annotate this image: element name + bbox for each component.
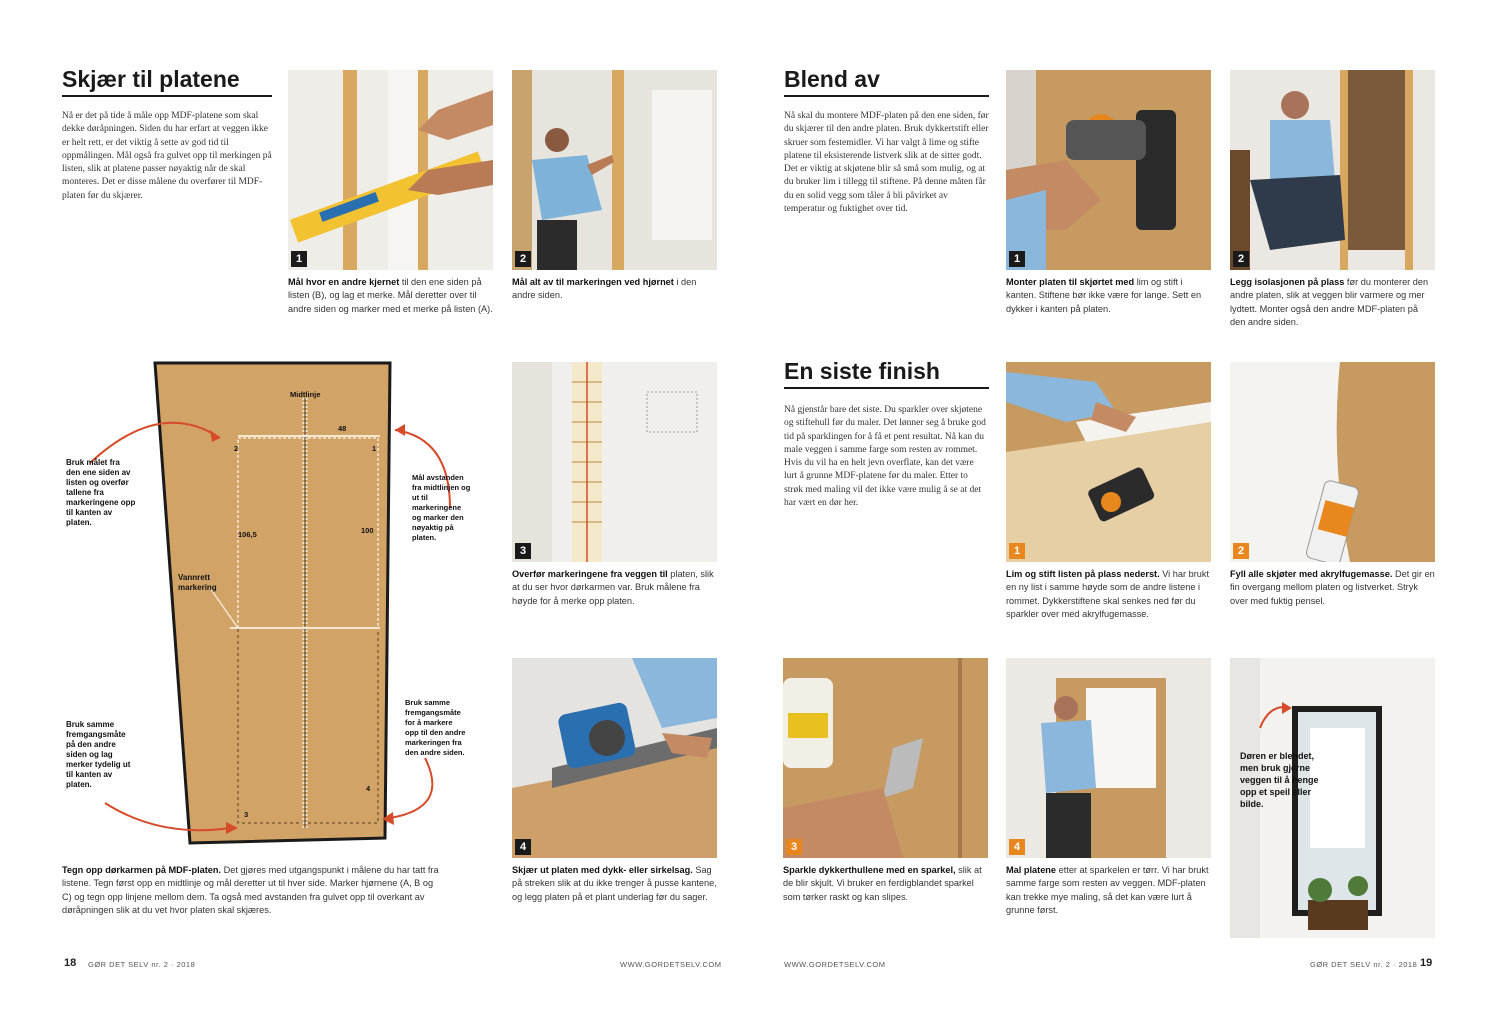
section-body-finish: Nå gjenstår bare det siste. Du sparkler over skjøtene og stiftehull før du maler. Det lønner seg å bruke god tid på sparklingen for å få et pent resultat. Nå kan du male veggen i samme farge som resten av rommet. Hvis du vil ha en helt jevn overflate, kan det være lurt å grunne MDF-platene før du maler. Etter to strøk med maling vil det ikke være mulig å se at det har vært en dør her. [784,405,986,509]
step-number-badge: 2 [1233,543,1249,559]
photo-insulation [1230,70,1435,270]
diagram-caption [62,864,442,918]
caption-bold: Skjær ut platen med dykk- eller sirkelsag. [512,865,693,875]
caption-bold: Tegn opp dørkarmen på MDF-platen. [62,865,222,875]
section-body-cut-plates: Nå er det på tide å måle opp MDF-platene som skal dekke døråpningen. Siden du har erfart at veggen ikke er helt rett, er det viktig å sette av god tid til oppmålingen. Mål også fra gulvet opp til merkingen på listen, slik at platene passer nøyaktig når de skal monteres. Det er disse målene du overfører til MDF-platen før du skjærer. [62,111,272,201]
photo-measure-corner [512,70,717,270]
footer-magazine-left: GØR DET SELV nr. 2 · 2018 [88,960,196,969]
caption-bold: Fyll alle skjøter med akrylfugemasse. [1230,569,1393,579]
footer-magazine-right: GØR DET SELV nr. 2 · 2018 [1310,960,1418,969]
photo-caption [1230,568,1435,608]
diagram-annotation-bottom-right: Bruk samme fremgangsmåte for å markere opp til den andre markeringen fra den andre siden. [405,698,466,757]
section-title-blend: Blend av [784,66,989,97]
photo-caption [1230,276,1435,330]
photo-caption [288,276,493,316]
step-number-badge: 2 [515,251,531,267]
step-number-badge: 1 [291,251,307,267]
diagram-dim-48: 48 [338,424,347,433]
photo-nail-gun [1006,70,1211,270]
caption-bold: Mal platene [1006,865,1057,875]
section-body-blend: Nå skal du montere MDF-platen på den ene siden, før du skjærer til den andre platen. Bruk dykkertstift eller skruer som festemidler. Vi har valgt å lime og stifte platene til eksisterende listverk slik at de sitter godt. Det er viktig at skjøtene blir så små som mulig, og at du bruker lim i tillegg til stiftene. På denne måten får du en solid vegg som tåler å bli påvirket av temperatur og fuktighet over tid. [784,111,989,215]
caption-text: Vi har brukt en ny list i samme høyde som de andre listene i rommet. Dykkerstiftene skal senkes ned før du sparkler over med akrylfugemasse. [1006,569,1210,620]
step-number-badge: 1 [1009,251,1025,267]
photo-acrylic-caulk [1230,362,1435,562]
photo-circular-saw [512,658,717,858]
caption-bold: Sparkle dykkerthullene med en sparkel, [783,865,956,875]
photo-caption [512,276,717,303]
step-number-badge: 4 [1009,839,1025,855]
footer-url-right: WWW.GORDETSELV.COM [784,960,886,969]
caption-text: Det gir en fin overgang mellom platen og listverket. Stryk over med fuktig pensel. [1230,569,1435,606]
callout-finished: Døren er blendet, men bruk gjerne veggen til å henge opp et speil eller bilde. [1240,751,1319,809]
photo-caption [1006,276,1211,316]
diagram-dim-100: 100 [361,526,374,535]
step-number-badge: 3 [786,839,802,855]
diagram-label-centerline: Midtlinje [290,390,321,399]
diagram-annotation-top-left: Bruk målet fra den ene siden av listen og overfør tallene fra markeringene opp til kanten av platen. [66,458,136,527]
step-number-badge: 2 [1233,251,1249,267]
photo-caption [783,864,988,904]
diagram-dim-106: 106,5 [238,530,257,539]
diagram-annotation-bottom-left: Bruk samme fremgangsmåte på den andre siden og lag merker tydelig ut til kanten av platen. [66,720,131,789]
diagram-corner-3: 3 [244,810,249,819]
photo-skirting-nail [1006,362,1211,562]
photo-painting [1006,658,1211,858]
diagram-annotation-horizontal: Vannrett markering [178,573,217,592]
caption-text: i den andre siden. [512,277,697,301]
caption-bold: Mål hvor en andre kjernet [288,277,400,287]
photo-finished-wall [1230,658,1435,938]
caption-bold: Mål alt av til markeringen ved hjørnet [512,277,674,287]
photo-caption [512,568,717,608]
diagram-annotation-top-right: Mål avstanden fra midtlinjen og ut til markeringene og marker den nøyaktig på platen. [412,473,471,542]
step-number-badge: 4 [515,839,531,855]
section-title-cut-plates: Skjær til platene [62,66,272,97]
page-number-left: 18 [64,957,77,969]
caption-text: Det gjøres med utgangspunkt i målene du har tatt fra listene. Tegn først opp en midtlinje og mål deretter ut til hver side. Marker hjørnene (A, B og C) og tegn opp linjene mellom dem. Ta også med avstanden fra gulvet opp til overkant av døråpningen slik at du vet hvor platen skal skjæres. [62,865,439,916]
caption-bold: Overfør markeringene fra veggen til [512,569,668,579]
caption-bold: Lim og stift listen på plass nederst. [1006,569,1160,579]
page-number-right: 19 [1420,957,1433,969]
caption-text: lim og stift i kanten. Stiftene bør ikke være for lange. Sett en dykker i kanten på platen. [1006,277,1202,314]
photo-caption [1006,864,1211,918]
photo-putty-knife [783,658,988,858]
caption-text: platen, slik at du ser hvor dørkarmen var. Bruk målene fra høyde for å merke opp platen. [512,569,714,606]
diagram-corner-2: 2 [234,444,239,453]
plate-diagram [60,358,471,858]
photo-measure-level [288,70,493,270]
step-number-badge: 3 [515,543,531,559]
caption-text: etter at sparkelen er tørr. Vi har brukt samme farge som resten av veggen. MDF-platen kan trekke mye maling, så det kan være lurt å grunne først. [1006,865,1209,916]
caption-text: slik at de blir skjult. Vi bruker en ferdigblandet sparkel som tørker raskt og kan slipes. [783,865,982,902]
caption-bold: Legg isolasjonen på plass [1230,277,1345,287]
diagram-corner-4: 4 [366,784,371,793]
caption-bold: Monter platen til skjørtet med [1006,277,1135,287]
photo-caption [1006,568,1211,622]
photo-caption [512,864,717,904]
footer-url-left: WWW.GORDETSELV.COM [620,960,722,969]
photo-folding-ruler [512,362,717,562]
caption-text: til den ene siden på listen (B), og lag et merke. Mål deretter over til andre siden og marker med et merke på listen (A). [288,277,493,314]
step-number-badge: 1 [1009,543,1025,559]
section-title-finish: En siste finish [784,358,989,389]
diagram-corner-1: 1 [372,444,377,453]
caption-text: før du monterer den andre platen, slik at veggen blir varmere og mer lydtett. Monter også den andre MDF-platen på den andre siden. [1230,277,1429,328]
caption-text: Sag på streken slik at du ikke trenger å pusse kantene, og legg platen på et plant underlag før du sager. [512,865,717,902]
